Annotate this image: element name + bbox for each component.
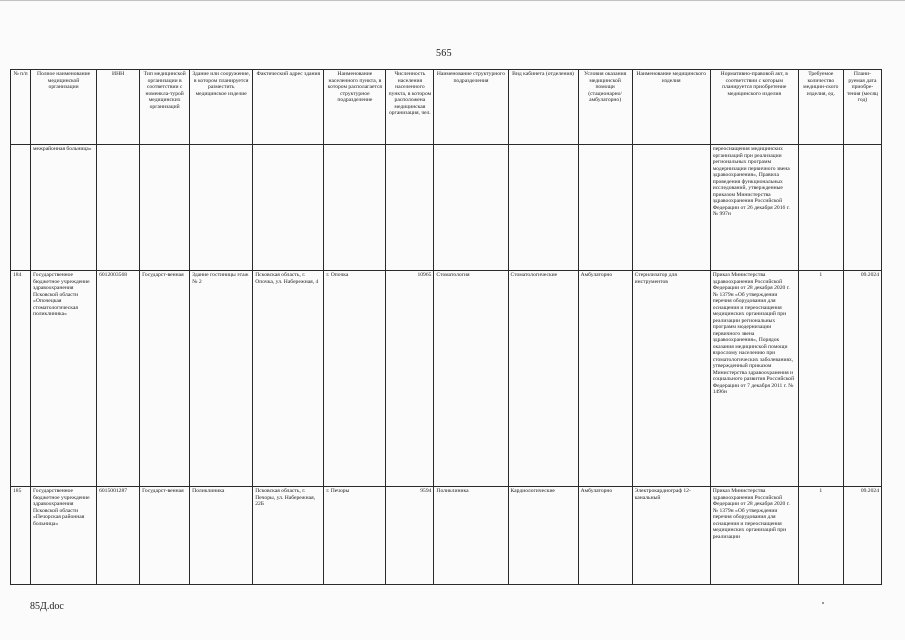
col-header-act: Нормативно-правовой акт, в соответствии с которым планируется приобретение медицинского изделия	[710, 70, 798, 145]
col-header-num: № п/п	[11, 70, 31, 145]
cell-building	[190, 145, 253, 271]
cell-population	[386, 145, 434, 271]
cell-device: Электрокардиограф 12-канальный	[632, 487, 710, 585]
col-header-qty: Требуемое количество медицин-ского изделия, ед.	[798, 70, 843, 145]
cell-building: Здание гостиницы этаж № 2	[190, 271, 253, 487]
cell-address	[253, 145, 324, 271]
cell-qty: 1	[798, 487, 843, 585]
cell-address: Псковская область, г. Опочка, ул. Набережная, 4	[253, 271, 324, 487]
cell-unit: Стоматология	[434, 271, 508, 487]
cell-inn: 6012003568	[97, 271, 140, 487]
cell-unit	[434, 145, 508, 271]
cell-org: Государственное бюджетное учреждение здравоохранения Псковской области «Печорская районная больница»	[31, 487, 97, 585]
cell-device: Стерилизатор для инструментов	[632, 271, 710, 487]
equipment-registry-table	[10, 69, 882, 585]
cell-type: Государст-венная	[140, 271, 190, 487]
cell-cabinet: Кардиологические	[508, 487, 578, 585]
cell-conditions: Амбулаторно	[578, 487, 632, 585]
col-header-building: Здание или сооружение, в котором планируется разместить медицинское изделие	[190, 70, 253, 145]
table-header-row	[11, 70, 882, 145]
col-header-address: Фактический адрес здания	[253, 70, 324, 145]
cell-date: 09.2024	[843, 271, 881, 487]
cell-inn	[97, 145, 140, 271]
cell-act: Приказ Министерства здравоохранения Российской Федерации от 28 декабря 2020 г. № 1379н «Об утверждении перечня оборудования для оснащения и переоснащения медицинских организаций при реализации	[710, 487, 798, 585]
col-header-unit: Наименование структурного подразделения	[434, 70, 508, 145]
scan-speck	[822, 602, 824, 604]
table-row	[11, 487, 882, 585]
cell-cabinet	[508, 145, 578, 271]
col-header-conditions: Условия оказания медицинской помощи (стационарно/ амбулаторно)	[578, 70, 632, 145]
cell-act: Приказ Министерства здравоохранения Российской Федерации от 28 декабря 2020 г. № 1379н «Об утверждении перечня оборудования для оснащения и переоснащения медицинских организаций при реализации региональных программ модернизации первичного звена здравоохранения», Порядок оказания медицинской помощи взрослому населению при стоматологических заболеваниях, утвержденный приказом Министерства здравоохранения и социального развития Российской Федерации от 7 декабря 2011 г. № 1496н	[710, 271, 798, 487]
col-header-cabinet: Вид кабинета (отделения)	[508, 70, 578, 145]
cell-num: 184	[11, 271, 31, 487]
cell-unit: Поликлиника	[434, 487, 508, 585]
col-header-locality: Наименование населенного пункта, в котором располагается структурное подразделение	[324, 70, 386, 145]
cell-date	[843, 145, 881, 271]
cell-date: 09.2024	[843, 487, 881, 585]
scan-edge-line	[0, 0, 905, 4]
col-header-type: Тип медицинской организации в соответствии с номенкла-турой медицинских организаций	[140, 70, 190, 145]
col-header-population: Численность населения населенного пункта, в котором расположена медицинская организация, чел.	[386, 70, 434, 145]
footer-filename: 85Д.doc	[30, 601, 64, 612]
cell-device	[632, 145, 710, 271]
cell-org: Государственное бюджетное учреждение здравоохранения Псковской области «Опочецкая стоматологическая поликлиника»	[31, 271, 97, 487]
col-header-date: Плани-руемая дата приобре-тения (месяц год)	[843, 70, 881, 145]
cell-qty: 1	[798, 271, 843, 487]
cell-num	[11, 145, 31, 271]
cell-locality: г. Печоры	[324, 487, 386, 585]
col-header-org: Полное наименование медицинской организации	[31, 70, 97, 145]
cell-address: Псковская область, г. Печоры, ул. Набережная, 22Б	[253, 487, 324, 585]
cell-act: переоснащения медицинских организаций при реализации региональных программ модернизации первичного звена здравоохранения», Правила проведения функциональных исследований, утвержденные приказом Министерства здравоохранения Российской Федерации от 26 декабря 2016 г. № 997н	[710, 145, 798, 271]
page-number: 565	[436, 48, 452, 59]
cell-cabinet: Стоматологические	[508, 271, 578, 487]
cell-org: межрайонная больница»	[31, 145, 97, 271]
cell-inn: 6015001287	[97, 487, 140, 585]
cell-locality: г. Опочка	[324, 271, 386, 487]
cell-type	[140, 145, 190, 271]
table-row	[11, 271, 882, 487]
cell-population: 9594	[386, 487, 434, 585]
table-row	[11, 145, 882, 271]
cell-building: Поликлиника	[190, 487, 253, 585]
cell-population: 10965	[386, 271, 434, 487]
cell-type: Государст-венная	[140, 487, 190, 585]
cell-conditions	[578, 145, 632, 271]
cell-qty	[798, 145, 843, 271]
col-header-inn: ИНН	[97, 70, 140, 145]
cell-locality	[324, 145, 386, 271]
col-header-device: Наименование медицинского изделия	[632, 70, 710, 145]
cell-conditions: Амбулаторно	[578, 271, 632, 487]
cell-num: 185	[11, 487, 31, 585]
